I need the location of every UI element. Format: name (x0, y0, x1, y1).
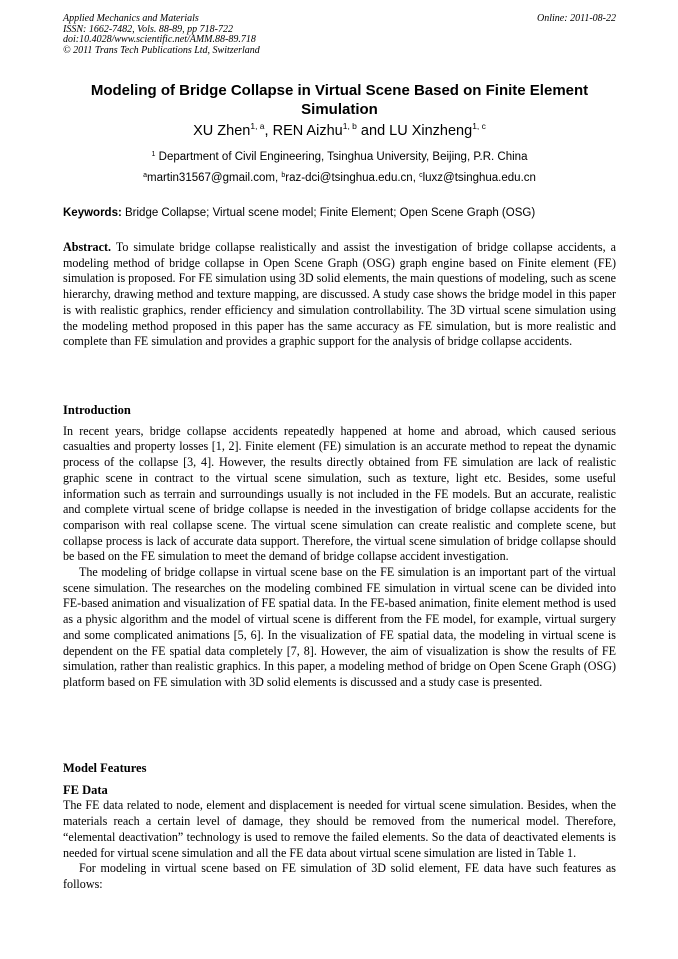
email-link[interactable]: luxz@tsinghua.edu.cn (422, 172, 536, 184)
keywords (63, 206, 616, 220)
author-emails (63, 171, 616, 185)
doi-line: doi:10.4028/www.scientific.net/AMM.88-89.718 (63, 34, 256, 45)
affiliation-text: Department of Civil Engineering, Tsinghua University, Beijing, P.R. China (158, 151, 528, 163)
email-separator: , (275, 172, 282, 184)
fe-data-paragraph-1: The FE data related to node, element and displacement is needed for virtual scene simulation. Besides, when the materials reach a certain level of damage, they should be removed from the numerical model. Therefore, “elemental deactivation” technology is used to remove the failed elements. So the data of deactivated elements is needed for virtual scene simulation and all the FE data about virtual scene simulation are listed in Table 1. (63, 798, 616, 860)
author-separator: and (356, 123, 390, 139)
abstract-section (63, 240, 616, 350)
introduction-heading: Introduction (63, 403, 131, 417)
author-affil-marker: 1, c (472, 121, 486, 131)
email-link[interactable]: martin31567@gmail.com (146, 172, 275, 184)
keywords-label: Keywords: (63, 207, 122, 219)
keywords-text: Bridge Collapse; Virtual scene model; Finite Element; Open Scene Graph (OSG) (125, 207, 536, 219)
journal-header (63, 14, 616, 56)
abstract-paragraph (63, 240, 616, 350)
email-link[interactable]: raz-dci@tsinghua.edu.cn (285, 172, 413, 184)
fe-data-subheading: FE Data (63, 782, 108, 797)
affiliation-marker: 1 (151, 151, 156, 158)
abstract-label: Abstract. (63, 240, 112, 254)
fe-data-paragraph-2: For modeling in virtual scene based on FE simulation of 3D solid element, FE data have such features as follows: (63, 861, 616, 891)
author-affil-marker: 1, b (342, 121, 357, 131)
copyright-line: © 2011 Trans Tech Publications Ltd, Switzerland (63, 44, 260, 56)
issn-line: ISSN: 1662-7482, Vols. 88-89, pp 718-722 (63, 23, 233, 35)
introduction-paragraph-1: In recent years, bridge collapse accidents repeatedly happened at home and abroad, which caused serious casualties and property losses [1, 2]. Finite element (FE) simulation is an accurate method to repeat the dynamic process of the collapse [3, 4]. However, the results directly obtained from FE simulation are lack of realistic graphic scene in contract to the virtual scene simulation, such as texture, light etc. Besides, some useful information such as terrain and surroundings usually is not included in the FE models. But an accurate, realistic and complete virtual scene of bridge collapse is needed in the investigation of bridge collapse accidents for the comparison with real collapse scene. The virtual scene simulation can create realistic and complete scene, but collapse process is lack of accurate data support. Therefore, the virtual scene simulation of bridge collapse should be based on the FE simulation to meet the demand of bridge collapse accident investigation. (63, 423, 616, 564)
email-marker: b (281, 172, 286, 179)
author-name: REN Aizhu (272, 123, 343, 139)
email-marker: c (419, 172, 423, 179)
journal-name: Applied Mechanics and Materials (63, 13, 199, 24)
introduction-paragraph-2: The modeling of bridge collapse in virtual scene base on the FE simulation is an important part of the virtual scene simulation. The researches on the modeling combined FE simulation in virtual scene can be divided into FE-based animation and visualization of FE spatial data. In the FE-based animation, finite element method is used as a physic algorithm and the model of virtual scene is different from the FE model, for example, virtual surgery and some complicated animations [5, 6]. In the visualization of FE spatial data, the modeling in virtual scene is dependent on the FE spatial data completely [7, 8]. However, the aim of visualization is show the results of FE simulation, rather than realistic graphics. In this paper, a modeling method of bridge on Open Scene Graph (OSG) platform based on FE simulation with 3D solid elements is discussed and a study case is presented. (63, 565, 616, 689)
affiliation (63, 150, 616, 164)
online-date: Online: 2011-08-22 (537, 13, 616, 24)
author-name: LU Xinzheng (389, 123, 473, 139)
abstract-text: To simulate bridge collapse realistically and assist the investigation of bridge collapse accidents, a modeling method of bridge collapse in Open Scene Graph (OSG) graph engine based on Finite element (FE) simulation is proposed. For FE simulation using 3D solid elements, the main questions of modeling, such as scene hierarchy, drawing method and texture mapping, are discussed. A study case shows the bridge model in this paper is with realistic graphics, render efficiency and simulation controllability. The 3D virtual scene simulation using the modeling method proposed in this paper has the same accuracy as FE simulation, but is more realistic and complete than FE simulation and provides a graphic support for the analysis of bridge collapse accidents. (63, 240, 617, 349)
email-separator: , (412, 172, 420, 184)
model-features-heading: Model Features (63, 761, 147, 775)
author-list (63, 122, 616, 140)
author-affil-marker: 1, a (250, 121, 265, 131)
author-separator: , (264, 123, 273, 139)
email-marker: a (143, 172, 147, 179)
model-features-section (63, 761, 616, 893)
introduction-section (63, 403, 616, 691)
paper-title: Modeling of Bridge Collapse in Virtual Scene Based on Finite Element Simulation (90, 82, 589, 118)
author-name: XU Zhen (193, 123, 251, 139)
